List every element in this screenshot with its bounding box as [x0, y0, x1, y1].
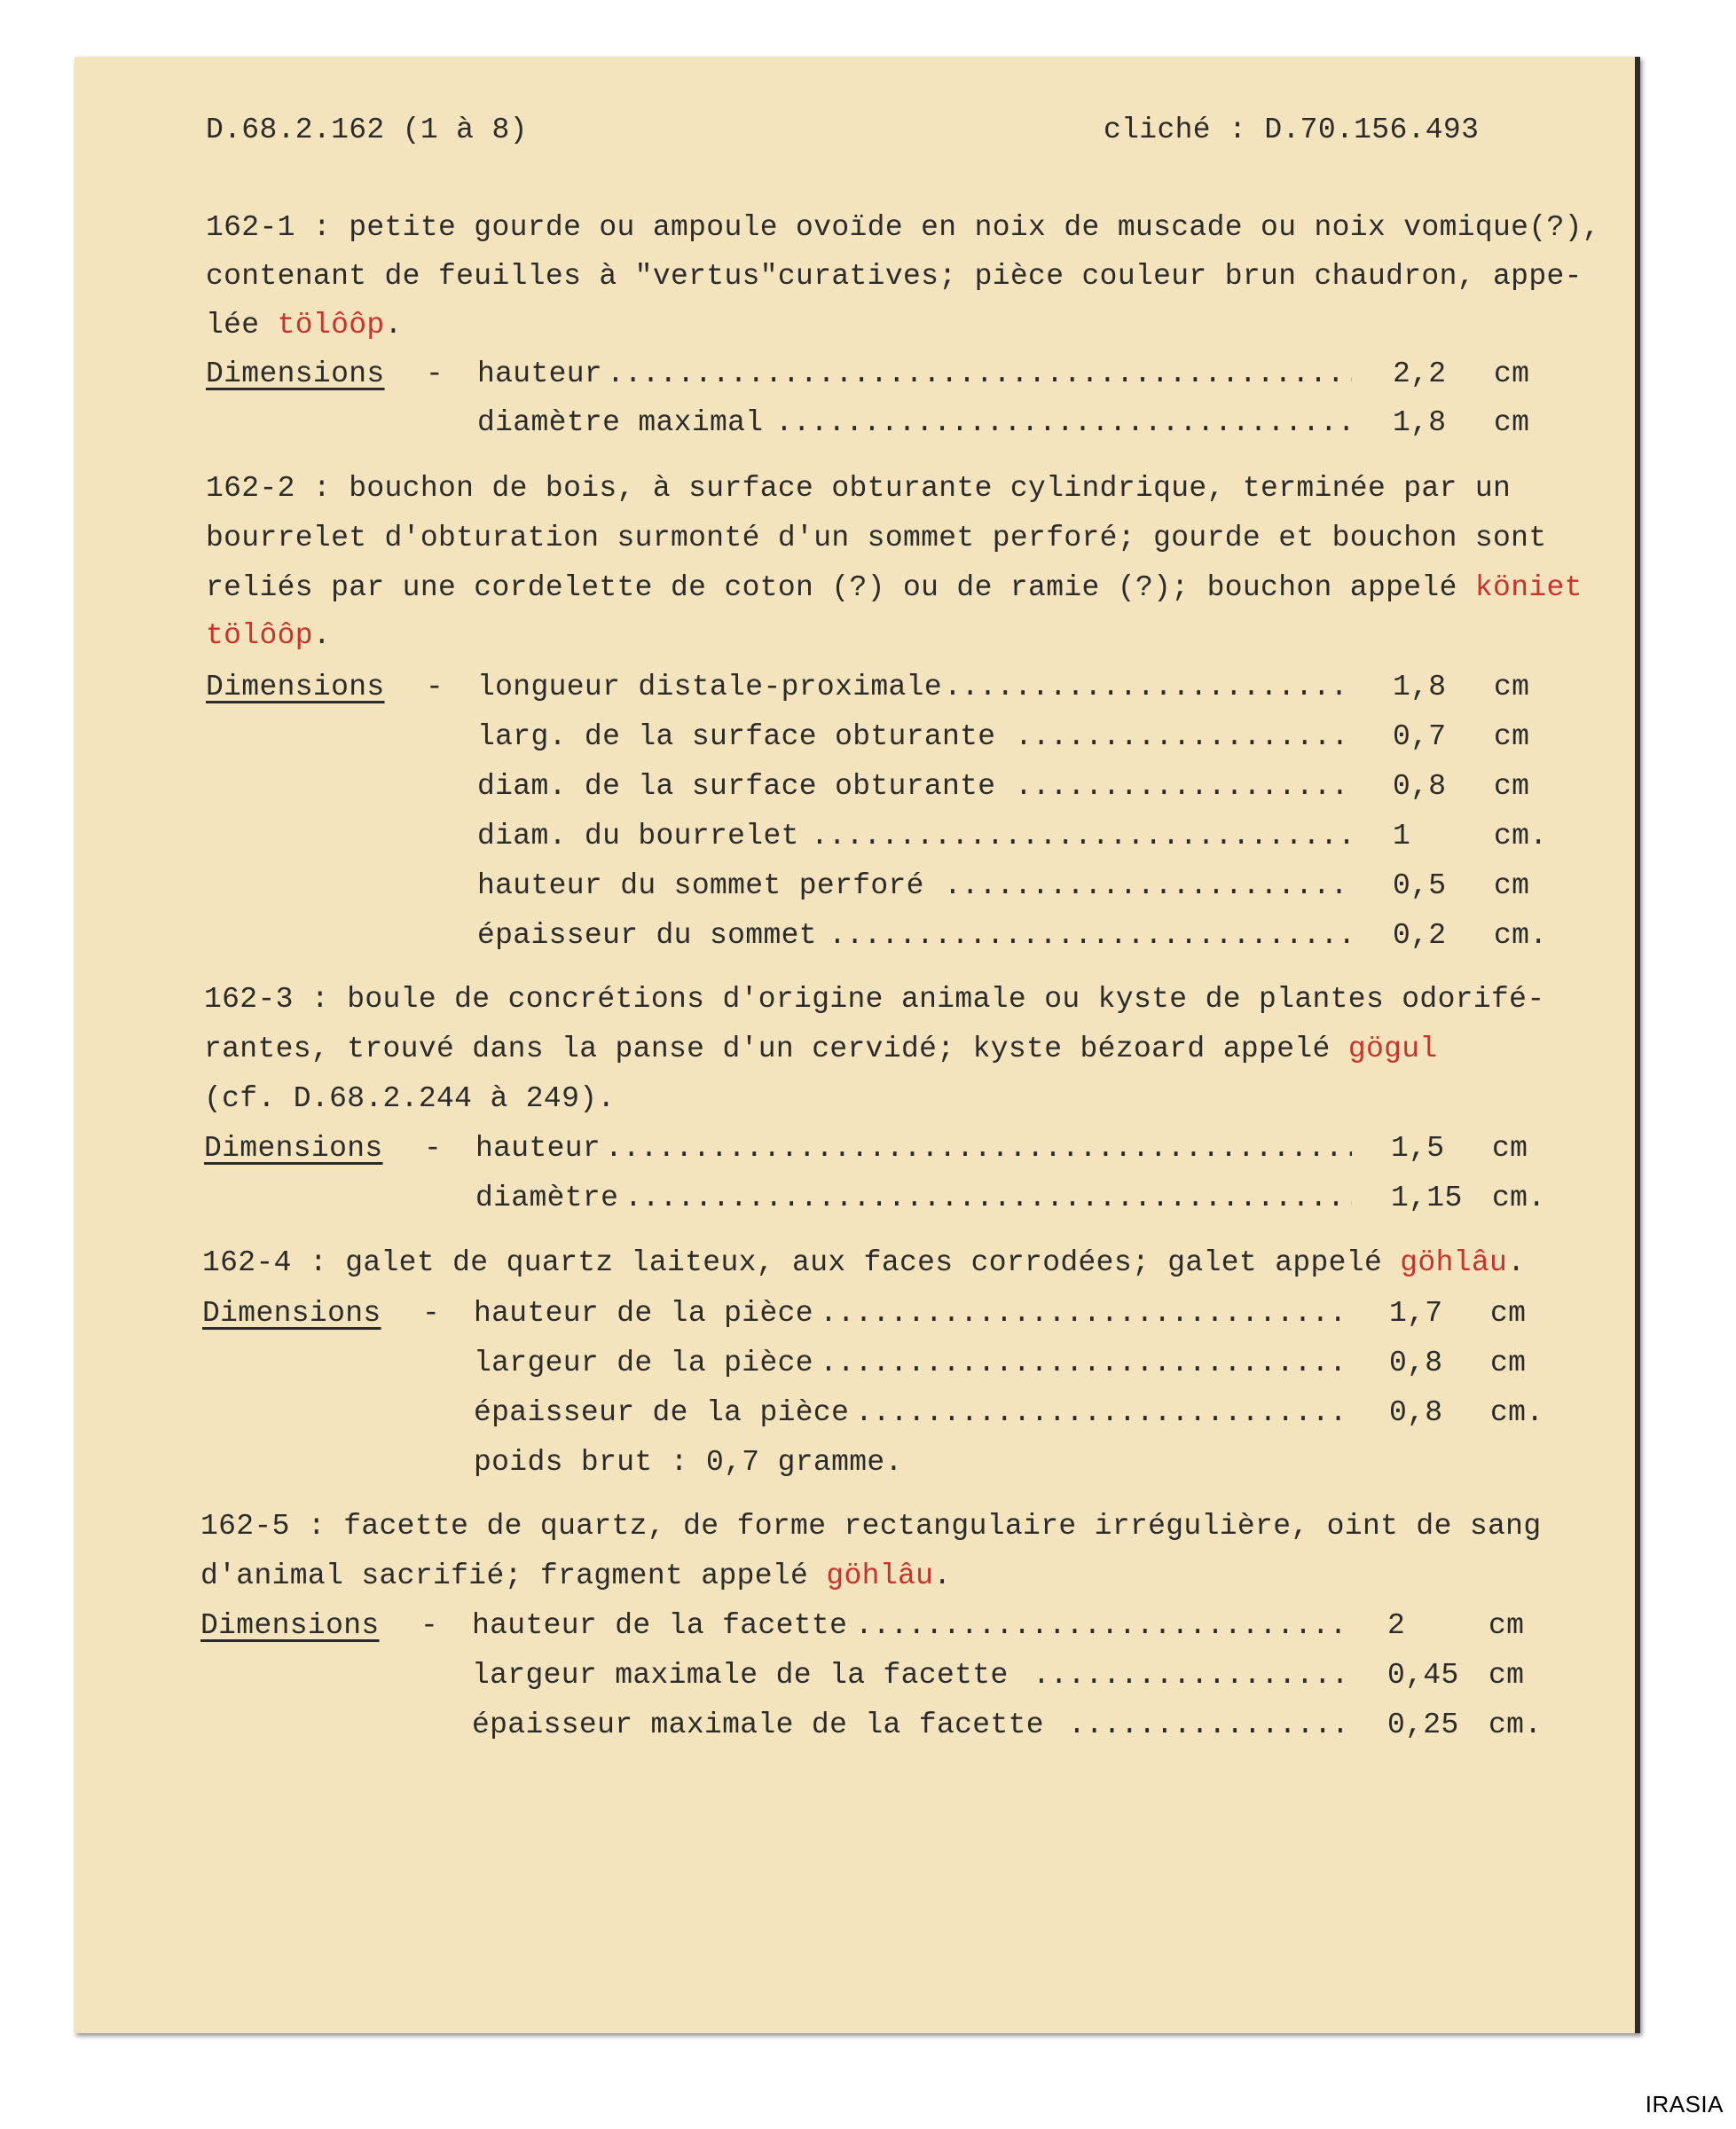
dimension-value: 0,45	[1387, 1659, 1459, 1692]
dimensions-heading: Dimensions	[206, 671, 385, 703]
vernacular-term: gögul	[1347, 1033, 1438, 1065]
leader-dots	[944, 672, 1352, 702]
leader-dots	[1033, 1661, 1350, 1690]
vernacular-term: tölôôp	[206, 619, 313, 652]
dimensions-dash: -	[424, 1132, 443, 1165]
leader-dots	[607, 359, 1352, 389]
dimension-unit: cm	[1492, 1132, 1528, 1165]
dimension-label: hauteur du sommet perforé	[477, 869, 924, 902]
dimension-value: 1,7	[1389, 1297, 1443, 1330]
dimension-value: 1,15	[1391, 1182, 1463, 1214]
dimension-value: 1,8	[1393, 671, 1447, 703]
dimensions-dash: -	[426, 357, 444, 390]
dimension-unit: cm.	[1489, 1709, 1543, 1741]
leader-dots	[855, 1611, 1350, 1640]
dimension-unit: cm	[1489, 1659, 1525, 1692]
dimension-value: 0,8	[1389, 1347, 1443, 1379]
leader-dots	[624, 1183, 1352, 1213]
vernacular-term: göhlâu	[1400, 1246, 1508, 1279]
leader-dots	[605, 1134, 1352, 1163]
leader-dots	[829, 921, 1352, 950]
leader-dots	[855, 1398, 1352, 1427]
weight-note: poids brut : 0,7 gramme.	[474, 1446, 903, 1479]
document-sheet	[75, 57, 1640, 2033]
dimension-unit: cm	[1494, 406, 1530, 439]
leader-dots	[820, 1348, 1352, 1378]
leader-dots	[811, 821, 1352, 851]
item-description-line: contenant de feuilles à "vertus"curatives; pièce couleur brun chaudron, appe-	[206, 260, 1583, 293]
dimension-value: 0,25	[1387, 1709, 1459, 1741]
leader-dots	[820, 1299, 1352, 1328]
dimension-label: diam. du bourrelet	[477, 820, 799, 852]
vernacular-term: tölôôp	[277, 309, 385, 342]
dimension-value: 0,5	[1393, 869, 1447, 902]
dimension-unit: cm	[1494, 671, 1530, 703]
dimension-label: longueur distale-proximale	[477, 671, 942, 703]
dimension-label: diamètre	[475, 1182, 619, 1214]
item-description-line: bourrelet d'obturation surmonté d'un sommet perforé; gourde et bouchon sont	[206, 522, 1547, 554]
item-description-line: (cf. D.68.2.244 à 249).	[204, 1082, 616, 1115]
item-description-line: tölôôp.	[206, 619, 332, 652]
item-description-line: reliés par une cordelette de coton (?) ou de ramie (?); bouchon appelé köniet	[206, 571, 1583, 604]
dimension-unit: cm	[1490, 1347, 1527, 1379]
dimension-value: 1	[1393, 820, 1411, 852]
dimension-unit: cm	[1494, 720, 1530, 753]
dimension-label: hauteur de la facette	[472, 1609, 848, 1642]
dimension-unit: cm	[1490, 1297, 1527, 1330]
dimension-label: diamètre maximal	[477, 406, 764, 439]
item-description-line: lée tölôôp.	[206, 309, 403, 342]
dimension-label: hauteur	[477, 357, 603, 390]
typed-text	[75, 57, 1635, 2033]
dimension-unit: cm.	[1494, 820, 1548, 852]
dimensions-dash: -	[426, 671, 444, 703]
dimension-unit: cm.	[1494, 919, 1548, 952]
dimension-label: hauteur	[475, 1132, 601, 1165]
item-description-line: 162-5 : facette de quartz, de forme rectangulaire irrégulière, oint de sang	[200, 1510, 1542, 1543]
dimension-label: larg. de la surface obturante	[477, 720, 996, 753]
dimension-value: 0,8	[1393, 770, 1447, 803]
dimension-label: hauteur de la pièce	[474, 1297, 813, 1330]
dimensions-heading: Dimensions	[200, 1609, 380, 1642]
item-description-line: 162-3 : boule de concrétions d'origine animale ou kyste de plantes odorifé-	[204, 983, 1545, 1016]
dimension-label: épaisseur de la pièce	[474, 1396, 850, 1429]
item-description-line: 162-1 : petite gourde ou ampoule ovoïde en noix de muscade ou noix vomique(?),	[206, 211, 1600, 244]
dimensions-dash: -	[420, 1609, 439, 1642]
vernacular-term: köniet	[1474, 571, 1583, 604]
dimension-label: largeur maximale de la facette	[472, 1659, 1009, 1692]
dimension-unit: cm	[1494, 869, 1530, 902]
dimension-label: largeur de la pièce	[474, 1347, 813, 1379]
item-description-line: 162-4 : galet de quartz laiteux, aux faces corrodées; galet appelé göhlâu.	[202, 1246, 1526, 1279]
dimension-label: diam. de la surface obturante	[477, 770, 996, 803]
dimension-value: 0,2	[1393, 919, 1447, 952]
dimension-value: 2	[1387, 1609, 1406, 1642]
item-description-line: 162-2 : bouchon de bois, à surface obturante cylindrique, terminée par un	[206, 472, 1512, 505]
reference-number: D.68.2.162 (1 à 8)	[206, 114, 528, 146]
dimension-value: 0,7	[1393, 720, 1447, 753]
leader-dots	[944, 871, 1352, 900]
dimension-value: 1,5	[1391, 1132, 1445, 1165]
cliche-reference: cliché : D.70.156.493	[1104, 114, 1480, 146]
dimension-label: épaisseur maximale de la facette	[472, 1709, 1044, 1741]
dimension-label: épaisseur du sommet	[477, 919, 817, 952]
item-description-line: d'animal sacrifié; fragment appelé göhlâu.	[200, 1559, 952, 1592]
dimension-unit: cm.	[1492, 1182, 1546, 1214]
leader-dots	[1015, 722, 1352, 751]
dimensions-dash: -	[422, 1297, 441, 1330]
dimension-unit: cm.	[1490, 1396, 1544, 1429]
dimension-unit: cm	[1494, 770, 1530, 803]
archive-credit: IRASIA	[1645, 2091, 1724, 2117]
dimension-value: 2,2	[1393, 357, 1447, 390]
dimension-unit: cm	[1489, 1609, 1525, 1642]
dimensions-heading: Dimensions	[204, 1132, 383, 1165]
dimension-value: 0,8	[1389, 1396, 1443, 1429]
dimension-value: 1,8	[1393, 406, 1447, 439]
dimensions-heading: Dimensions	[202, 1297, 381, 1330]
item-description-line: rantes, trouvé dans la panse d'un cervidé; kyste bézoard appelé gögul	[204, 1033, 1438, 1065]
vernacular-term: göhlâu	[826, 1559, 934, 1592]
leader-dots	[775, 408, 1352, 437]
leader-dots	[1068, 1710, 1350, 1740]
leader-dots	[1015, 772, 1352, 801]
dimensions-heading: Dimensions	[206, 357, 385, 390]
dimension-unit: cm	[1494, 357, 1530, 390]
